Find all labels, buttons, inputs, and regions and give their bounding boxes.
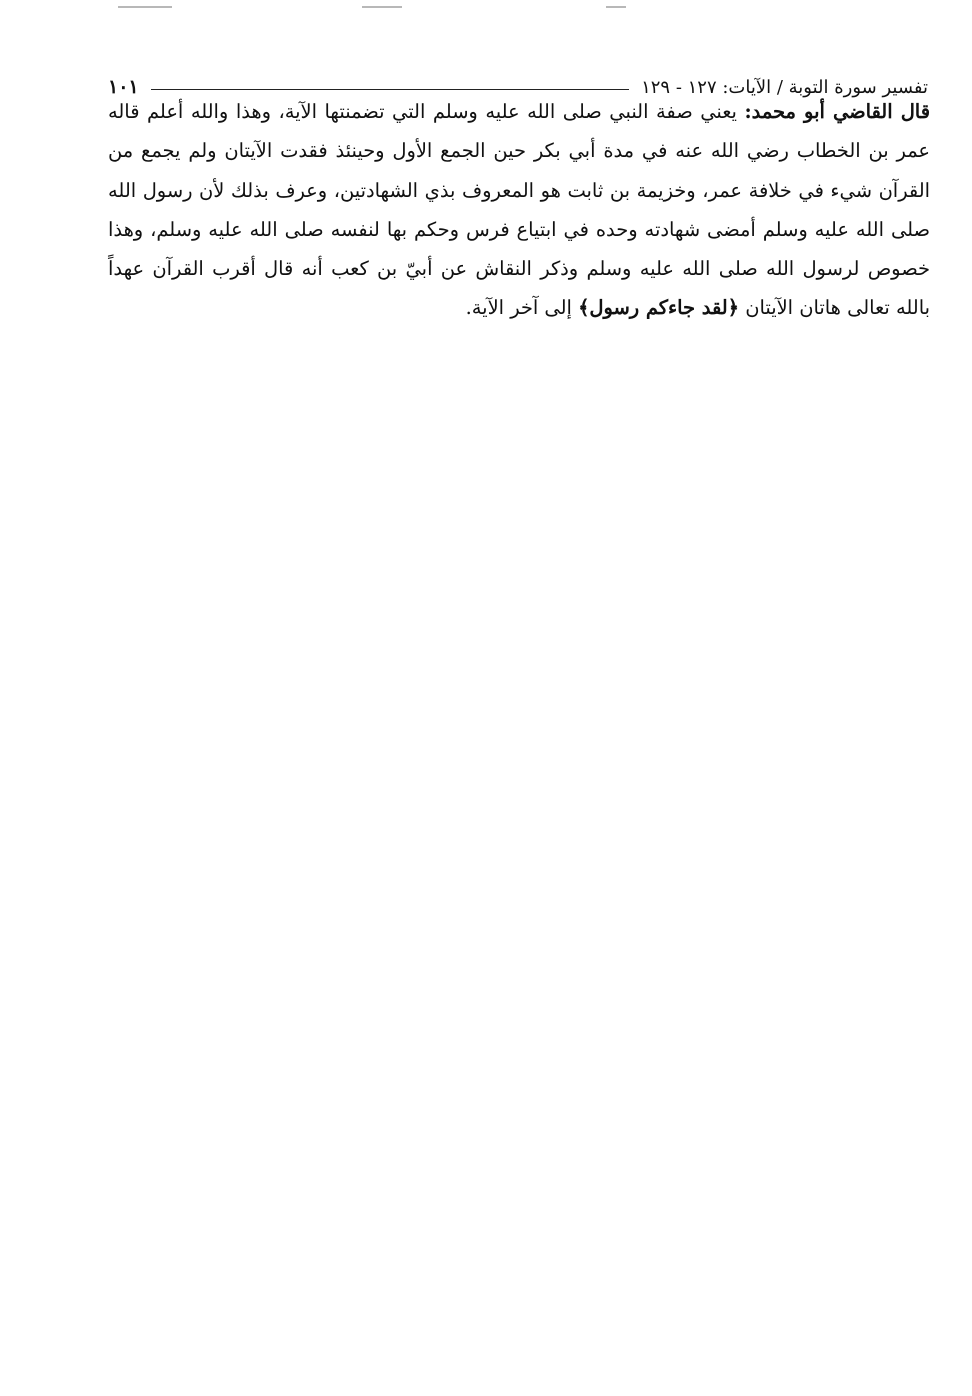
speaker-label: قال القاضي أبو محمد: — [744, 100, 930, 123]
scan-artifact — [118, 6, 172, 8]
body-text-part: يعني صفة النبي صلى الله عليه وسلم التي تضمنتها الآية، وهذا والله أعلم قاله عمر بن الخطاب رضي الله عنه في مدة أبي بكر حين الجمع الأول وحينئذ فقدت الآيتان ولم يجمع من القرآن شيء في خلافة عمر، وخزيمة بن ثابت هو المعروف بذي الشهادتين، وعرف بذلك لأن رسول الله صلى الله عليه وسلم أمضى شهادته وحده في ابتياع فرس وحكم بها لنفسه صلى الله عليه وسلم، وهذا خصوص لرسول الله صلى الله عليه وسلم وذكر النقاش عن أبيّ بن كعب أنه قال أقرب القرآن عهداً بالله تعالى هاتان الآيتان — [108, 100, 930, 320]
scan-artifact — [606, 6, 626, 8]
body-text-ending: إلى آخر الآية. — [465, 296, 579, 320]
page-number: ١٠١ — [108, 76, 139, 98]
running-title: تفسير سورة التوبة / الآيات: ١٢٧ - ١٢٩ — [641, 76, 928, 98]
quran-quote: ﴿لقد جاءكم رسول﴾ — [578, 296, 740, 320]
scan-artifact — [362, 6, 402, 8]
body-paragraph — [108, 92, 930, 328]
header-rule — [151, 89, 629, 90]
